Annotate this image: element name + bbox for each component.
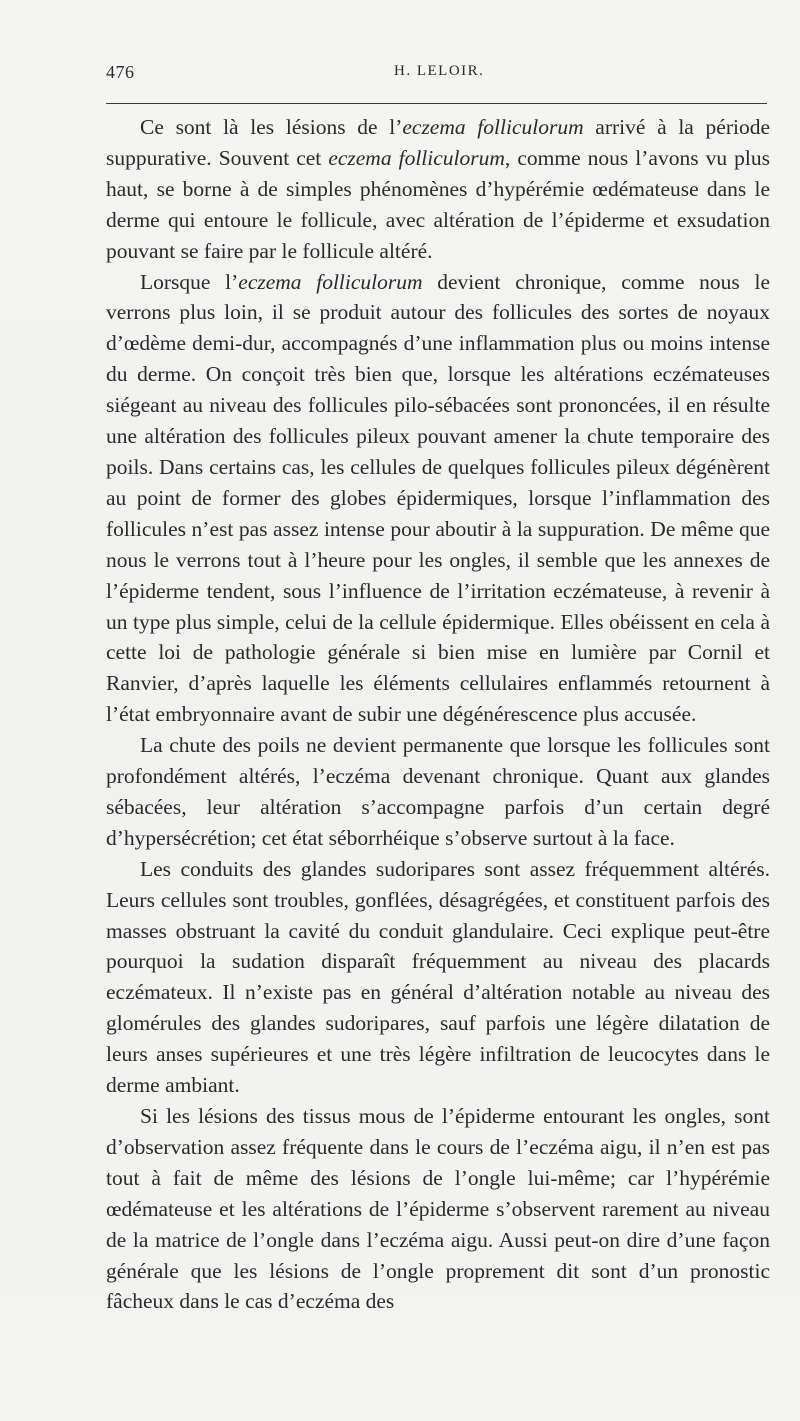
text-run: Les conduits des glandes sudoripares sont assez fréquemment altérés. Leurs cellules sont troubles, gonflées, désagrégées, et constituent parfois des masses obstruant la cavité du conduit glandulaire. Ceci explique peut-être pourquoi la sudation disparaît fréquemment au niveau des placards eczémateux. Il n’existe pas en général d’altération notable au niveau des glomérules des glandes sudoripares, sauf parfois une légère dilatation de leurs anses supérieures et une très légère infiltration de leucocytes dans le derme ambiant. xyxy=(106,856,770,1098)
paragraph xyxy=(106,267,770,731)
text-run: Ce sont là les lésions de l’ xyxy=(140,115,403,139)
italic-term: eczema folliculorum xyxy=(238,269,423,294)
paragraph xyxy=(106,730,770,854)
text-run: La chute des poils ne devient permanente que lorsque les follicules sont profondément altérés, l’eczéma devenant chronique. Quant aux glandes sébacées, leur altération s’accompagne parfois d’un certain degré d’hypersécrétion; cet état séborrhéique s’observe surtout à la face. xyxy=(106,733,770,850)
page-header xyxy=(106,62,766,86)
italic-term: eczema folliculorum xyxy=(328,145,505,170)
paragraph xyxy=(106,112,770,267)
text-run: Lorsque l’ xyxy=(140,269,239,294)
body-text xyxy=(106,112,770,1317)
paragraph xyxy=(106,1101,770,1317)
paragraph xyxy=(106,854,770,1101)
italic-term: eczema folliculorum xyxy=(402,115,584,139)
header-rule xyxy=(106,103,767,104)
text-run: , comme nous l’avons vu plus haut, se borne à de simples phénomènes d’hypérémie œdémateuse dans le derme qui entoure le follicule, avec altération de l’épiderme et exsudation pouvant se faire par le follicule altéré. xyxy=(106,145,770,263)
text-run: Si les lésions des tissus mous de l’épiderme entourant les ongles, sont d’observation assez fréquente dans le cours de l’eczéma aigu, il n’en est pas tout à fait de même des lésions de l’ongle lui-même; car l’hypérémie œdémateuse et les altérations de l’épiderme s’observent rarement au niveau de la matrice de l’ongle dans l’eczéma aigu. Aussi peut-on dire d’une façon générale que les lésions de l’ongle proprement dit sont d’un pronostic fâcheux dans le cas d’eczéma des xyxy=(106,1104,770,1314)
text-run: arrivé à la période suppurative. Souvent cet xyxy=(106,115,771,170)
text-run: devient chronique, comme nous le verrons plus loin, il se produit autour des follicules des sortes de noyaux d’œdème demi-dur, accompagnés d’une inflammation plus ou moins intense du derme. On conçoit très bien que, lorsque les altérations eczémateuses siégeant au niveau des follicules pilo-sébacées sont prononcées, il en résulte une altération des follicules pileux pouvant amener la chute temporaire des poils. Dans certains cas, les cellules de quelques follicules pileux dégénèrent au point de former des globes épidermiques, lorsque l’inflammation des follicules n’est pas assez intense pour aboutir à la suppuration. De même que nous le verrons tout à l’heure pour les ongles, il semble que les annexes de l’épiderme tendent, sous l’influence de l’irritation eczémateuse, à revenir à un type plus simple, celui de la cellule épidermique. Elles obéissent en cela à cette loi de pathologie générale si bien mise en lumière par Cornil et Ranvier, d’après laquelle les éléments cellulaires enflammés retournent à l’état embryonnaire avant de subir une dégénérescence plus accusée. xyxy=(106,269,771,727)
running-head: H. LELOIR. xyxy=(394,63,485,79)
page-number: 476 xyxy=(106,62,135,82)
